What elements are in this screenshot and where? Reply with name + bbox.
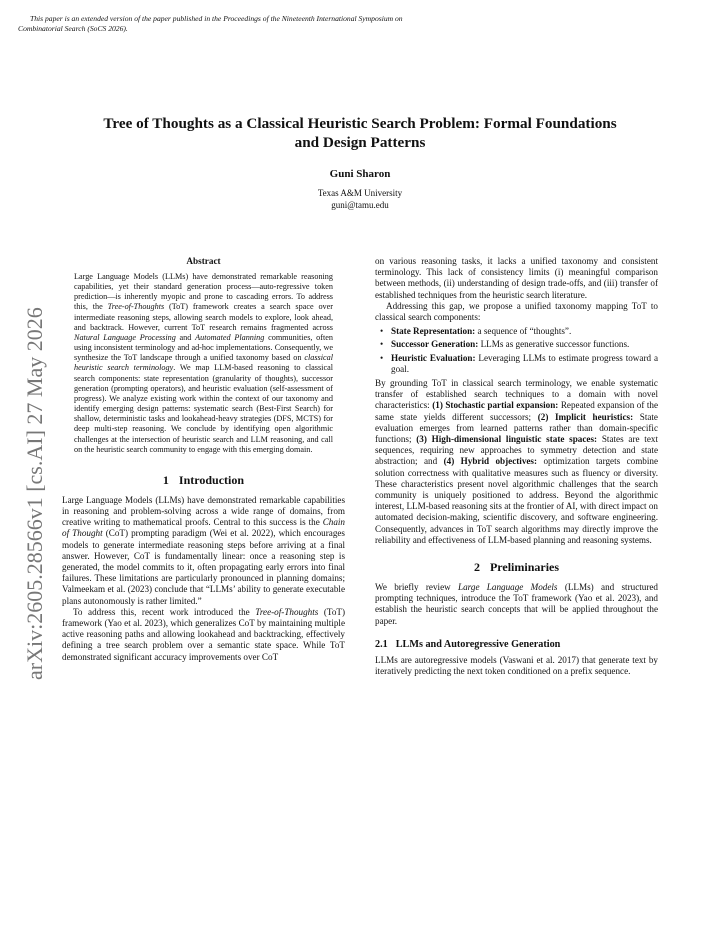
arxiv-stamp [20, 260, 50, 680]
paragraph-text: States are text sequences, requiring new approaches to symmetry detection and state abstraction; and [375, 434, 658, 467]
list-item-term: Heuristic Evaluation: [391, 352, 476, 363]
bullet-marker: • [380, 339, 384, 350]
abstract-body [74, 272, 333, 455]
bullet-marker: • [380, 326, 384, 337]
paragraph-bold: (1) Stochastic partial expansion: [432, 400, 559, 411]
paragraph-emph: Chain of Thought [62, 517, 345, 539]
intro-paragraph-3: on various reasoning tasks, it lacks a unified taxonomy and consistent terminology. This lack of consistency limits (i) meaningful comparison between methods, (ii) understanding of design trade-offs, and (iii) transfer of established techniques from the heuristic search literature. [375, 256, 658, 300]
paragraph-text: Large Language Models (LLMs) have demonstrated remarkable capabilities in reasoning and problem-solving across a wide range of domains, from creative writing to mathematical proofs. Central to this success is the [62, 494, 345, 528]
subsection-title: LLMs and Autoregressive Generation [395, 638, 561, 650]
title-line-1: Tree of Thoughts as a Classical Heuristic Search Problem: Formal Foundations [103, 115, 617, 132]
prelim-paragraph-1 [375, 582, 658, 627]
abstract-text: communities, often using inconsistent terminology and ad-hoc implementations. Consequently, we synthesize the ToT landscape through a unified taxonomy based on [74, 332, 333, 363]
paragraph-text: State evaluation emerges from learned patterns rather than domain-specific functions; [375, 411, 658, 445]
intro-paragraph-1 [62, 495, 345, 607]
paragraph-bold: (3) High-dimensional linguistic state spaces: [416, 434, 598, 445]
notice-line-1: This paper is an extended version of the paper published in the Proceedings of the Nineteenth International Symposium on [30, 14, 403, 23]
intro-paragraph-2 [62, 607, 345, 663]
paragraph-text: (LLMs) and structured prompting techniques, introduce the ToT framework (Yao et al. 2023), and establish the heuristic search concepts that will be applied throughout the paper. [375, 582, 658, 626]
abstract-emph: Natural Language Processing [74, 332, 176, 342]
paragraph-text: To address this, recent work introduced the [73, 606, 256, 617]
paragraph-bold: (2) Implicit heuristics: [537, 411, 634, 422]
list-item-text: Leveraging LLMs to estimate progress toward a goal. [391, 352, 659, 374]
right-column [375, 256, 658, 677]
section-number: 2 [473, 560, 480, 575]
paragraph-text: (CoT) prompting paradigm (Wei et al. 2022), which encourages models to generate intermediate reasoning steps before arriving at a final answer. However, CoT is fundamentally linear: once a reasoning step is generated, the model commits to it, often propagating early errors into final failures. These limitations are particularly pronounced in planning domains; Valmeekam et al. (2023) conclude that “LLMs’ ability to generate executable plans autonomously is rather limited.” [62, 528, 345, 606]
list-item [375, 339, 658, 350]
author-affiliation [0, 187, 720, 211]
paragraph-text: We briefly review [375, 582, 459, 593]
arxiv-stamp-text: arXiv:2605.28566v1 [cs.AI] 27 May 2026 [22, 307, 47, 680]
list-item-text: LLMs as generative successor functions. [478, 339, 630, 350]
section-title: Preliminaries [489, 560, 560, 575]
paragraph-emph: Tree-of-Thoughts [255, 606, 319, 617]
abstract-text: (ToT) framework creates a search space over intermediate reasoning steps, allowing search models to explore, look ahead, and backtrack. However, current ToT research remains fragmented across [74, 302, 334, 332]
abstract-heading: Abstract [186, 256, 221, 266]
section-heading-preliminaries [375, 560, 658, 575]
paragraph-text: (ToT) framework (Yao et al. 2023), which generalizes CoT by maintaining multiple active reasoning paths and allowing lookahead and backtracking, effectively defining a tree search problem over a semantic state space. While ToT demonstrated significant accuracy improvements over CoT [62, 606, 345, 662]
paragraph-bold: (4) Hybrid objectives: [443, 456, 538, 467]
left-column [62, 256, 345, 663]
abstract-text: . We map LLM-based reasoning to classical search components: state representation (granularity of thoughts), successor generation (prompting operators), and heuristic evaluation (self-assessment of progress). We analyze existing work within the context of our taxonomy and identify emerging design patterns: systematic search (Best-First Search) for shallow, deterministic tasks and lookahead-heavy strategies (DFS, MCTS) for deep multi-step reasoning. We conclude by identifying open algorithmic challenges at the intersection of heuristic search and LLM reasoning, and call on the heuristic search community to engage with this emerging domain. [74, 363, 333, 454]
section-heading-introduction [62, 473, 345, 488]
subsection-heading-llms [375, 639, 658, 650]
taxonomy-list [375, 326, 658, 375]
title-line-2: and Design Patterns [294, 134, 426, 151]
affiliation-institution: Texas A&M University [317, 188, 403, 198]
list-item-term: Successor Generation: [391, 339, 479, 350]
list-item-text: a sequence of “thoughts”. [475, 326, 572, 337]
abstract-emph: classical heuristic search terminology [74, 353, 333, 373]
abstract-emph: Automated Planning [195, 332, 265, 342]
intro-paragraph-5 [375, 378, 658, 546]
author-email: guni@tamu.edu [331, 200, 389, 210]
publication-notice [18, 14, 618, 34]
bullet-marker: • [380, 352, 384, 363]
intro-paragraph-4: Addressing this gap, we propose a unified taxonomy mapping ToT to classical search components: [375, 300, 658, 323]
paragraph-emph: Large Language Models [458, 582, 558, 593]
author-name: Guni Sharon [329, 168, 391, 180]
paragraph-text: optimization targets combine solution correctness with qualitative measures such as fluency or diversity. These characteristics present novel algorithmic challenges that the search community is uniquely positioned to address. Beyond the algorithmic interest, LLM-based reasoning sits at the frontier of AI, with direct impact on automated decision-making, scientific discovery, and software engineering. Consequently, advances in ToT search algorithms may directly improve the reliability and effectiveness of LLM-based planning and reasoning systems. [375, 456, 658, 545]
abstract-text: and [175, 332, 196, 342]
notice-line-2: Combinatorial Search (SoCS 2026). [18, 24, 128, 33]
paper-title [60, 114, 660, 152]
paragraph-text: By grounding ToT in classical search terminology, we enable systematic transfer of established search techniques to a domain with novel characteristics: [375, 378, 658, 411]
list-item-term: State Representation: [391, 326, 476, 337]
section-title: Introduction [178, 472, 245, 487]
subsection-number: 2.1 [375, 638, 388, 650]
paragraph-text: Repeated expansion of the same state yields different successors; [375, 400, 658, 422]
abstract-emph: Tree-of-Thoughts [107, 302, 165, 312]
abstract-text: Large Language Models (LLMs) have demonstrated remarkable reasoning capabilities, yet their standard generation process—auto-regressive token prediction—is inherently myopic and prone to cascading errors. To address this, the [74, 272, 333, 312]
section-number: 1 [162, 472, 169, 487]
prelim-paragraph-2: LLMs are autoregressive models (Vaswani et al. 2017) that generate text by iteratively predicting the next token conditioned on a prefix sequence. [375, 654, 658, 677]
list-item [375, 353, 658, 375]
list-item [375, 326, 658, 337]
